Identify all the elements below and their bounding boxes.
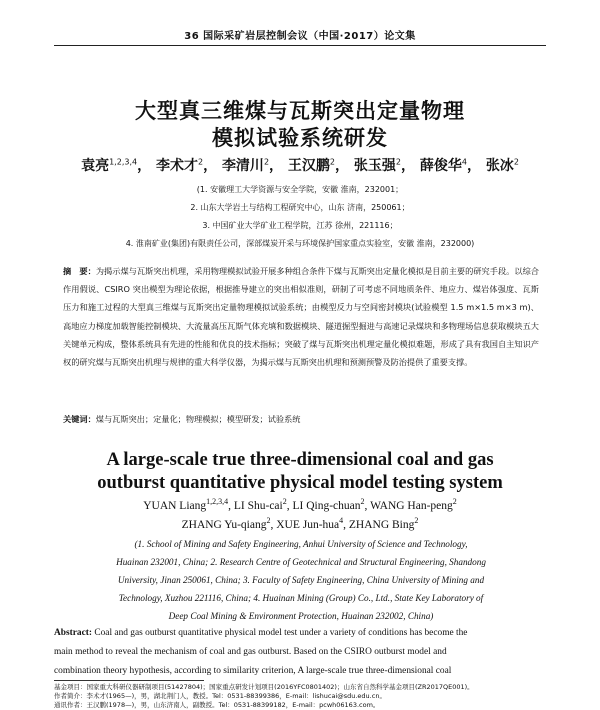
footnote-funding: 基金项目：国家重大科研仪器研制项目(51427804)；国家重点研发计划项目(2016YFC0801402)；山东省自然科学基金项目(ZR2017QE001)。	[54, 683, 474, 691]
header-rule	[54, 45, 546, 46]
abstract-en-label: Abstract:	[54, 628, 93, 638]
authors-en-line1: YUAN Liang$^{1,2,3,4}$, LI Shu-cai$^2$, LI Qing-chuan$^2$, WANG Han-peng$^2$	[143, 497, 457, 512]
author-en: XUE Jun-hua$^4$	[276, 516, 344, 531]
affiliations-en	[66, 535, 536, 625]
author-en: ZHANG Bing$^2$	[348, 516, 419, 531]
title-en-line2: outburst quantitative physical model testing system	[97, 473, 503, 493]
authors-cn: 袁亮$^{1,2,3,4}$， 李术才$^2$， 李清川$^2$， 王汉鹏$^2$， 张玉强$^2$， 薛俊华$^4$， 张冰$^2$	[81, 157, 519, 174]
author-en: WANG Han-peng$^2$	[370, 497, 457, 512]
abstract-en-line: Coal and gas outburst quantitative physical model test under a variety of conditions has become the	[94, 628, 468, 638]
author-cn: 张玉强$^2$	[353, 157, 401, 174]
affiliation-cn: (1. 安徽理工大学资源与安全学院，安徽 淮南，232001；	[196, 185, 404, 194]
author-cn: 袁亮$^{1,2,3,4}$	[81, 157, 138, 174]
title-en-line1: A large-scale true three-dimensional coal and gas	[106, 450, 494, 470]
footnote-corresponding: 通讯作者：王汉鹏(1978—)，男，山东济南人，副教授。Tel：0531-88399182，E-mail：pcwh06163.com。	[54, 701, 380, 709]
abstract-en-line: main method to reveal the mechanism of coal and gas outburst. Based on the CSIRO outburst model and	[54, 647, 447, 657]
title-cn-line1: 大型真三维煤与瓦斯突出定量物理	[135, 99, 465, 123]
abstract-cn-label: 摘 要：	[63, 266, 96, 276]
affiliation-en-line: Huainan 232001, China; 2. Research Centre of Geotechnical and Structural Engineering, Shandong	[116, 557, 486, 567]
footnote-rule	[54, 680, 204, 681]
author-cn: 李清川$^2$	[221, 157, 270, 174]
affiliation-en-line: Deep Coal Mining & Environment Protection, Huainan 232002, China)	[168, 611, 434, 621]
affiliation-en-line: University, Jinan 250061, China; 3. Faculty of Safety Engineering, China University of Mining and	[117, 575, 485, 585]
author-en: ZHANG Yu-qiang$^2$	[181, 516, 271, 531]
title-cn-line2: 模拟试验系统研发	[212, 126, 388, 150]
abstract-en	[54, 624, 546, 681]
keywords-cn-text: 煤与瓦斯突出；定量化；物理模拟；模型研发；试验系统	[95, 414, 301, 424]
author-en: YUAN Liang$^{1,2,3,4}$	[143, 497, 229, 512]
author-en: LI Shu-cai$^2$	[233, 497, 287, 512]
abstract-cn	[63, 262, 539, 371]
affiliation-cn: 2. 山东大学岩土与结构工程研究中心，山东 济南，250061；	[190, 203, 410, 212]
author-en: LI Qing-chuan$^2$	[292, 497, 365, 512]
author-cn: 李术才$^2$	[155, 157, 204, 174]
affiliation-en-line: Technology, Xuzhou 221116, China; 4. Huainan Mining (Group) Co., Ltd., State Key Laboratory of	[118, 593, 484, 603]
author-cn: 王汉鹏$^2$	[287, 157, 335, 174]
affiliation-cn: 3. 中国矿业大学矿业工程学院，江苏 徐州，221116；	[202, 221, 398, 230]
abstract-cn-text: 为揭示煤与瓦斯突出机理，采用物理模拟试验开展多种组合条件下煤与瓦斯突出定量化模拟是目前主要的研究手段。以综合作用假说、CSIRO 突出模型为理论依据，根据推导建立的突出相似准则，研制了可考虑不同地质条件、地应力、煤岩体强度、瓦斯压力和施工过程的大型真三维煤与瓦斯突出定量物理模拟试验系统；由模型反力与空间密封模块(试验模型 1.5 m×1.5 m×3 m)、高地应力梯度加载智能控制模块、大流量高压瓦斯气体充填和数据模块、隧道掘型掘进与高速记录煤块和多物理场信息获取模块五大关键单元构成，整体系统具有先进的性能和优良的技术指标；突破了煤与瓦斯突出机理定量化模拟难题，形成了具有我国自主知识产权的研究煤与瓦斯突出机理与规律的重大科学仪器，为揭示煤与瓦斯突出机理和预测预警及防治提供了重要支撑。	[63, 266, 539, 368]
abstract-en-line: combination theory hypothesis, according to similarity criterion, A large-scale true three-dimensional coal	[54, 666, 452, 676]
page-header: 36 国际采矿岩层控制会议（中国·2017）论文集	[184, 31, 416, 42]
footnote-author: 作者简介：李术才(1965—)，男，湖北荆门人，教授。Tel：0531-88399386，E-mail：lishucai@sdu.edu.cn。	[54, 692, 386, 700]
author-cn: 薛俊华$^4$	[419, 157, 467, 174]
affiliation-en-line: (1. School of Mining and Safety Engineering, Anhui University of Science and Technology,	[134, 539, 468, 549]
keywords-cn	[63, 410, 539, 428]
affiliation-cn: 4. 淮南矿业(集团)有限责任公司，深部煤炭开采与环境保护国家重点实验室，安徽 淮南，232000)	[125, 239, 475, 248]
author-cn: 张冰$^2$	[485, 157, 519, 174]
footnotes	[54, 683, 546, 710]
keywords-cn-label: 关键词：	[63, 414, 96, 424]
authors-en-line2: ZHANG Yu-qiang$^2$, XUE Jun-hua$^4$, ZHANG Bing$^2$	[181, 516, 419, 531]
